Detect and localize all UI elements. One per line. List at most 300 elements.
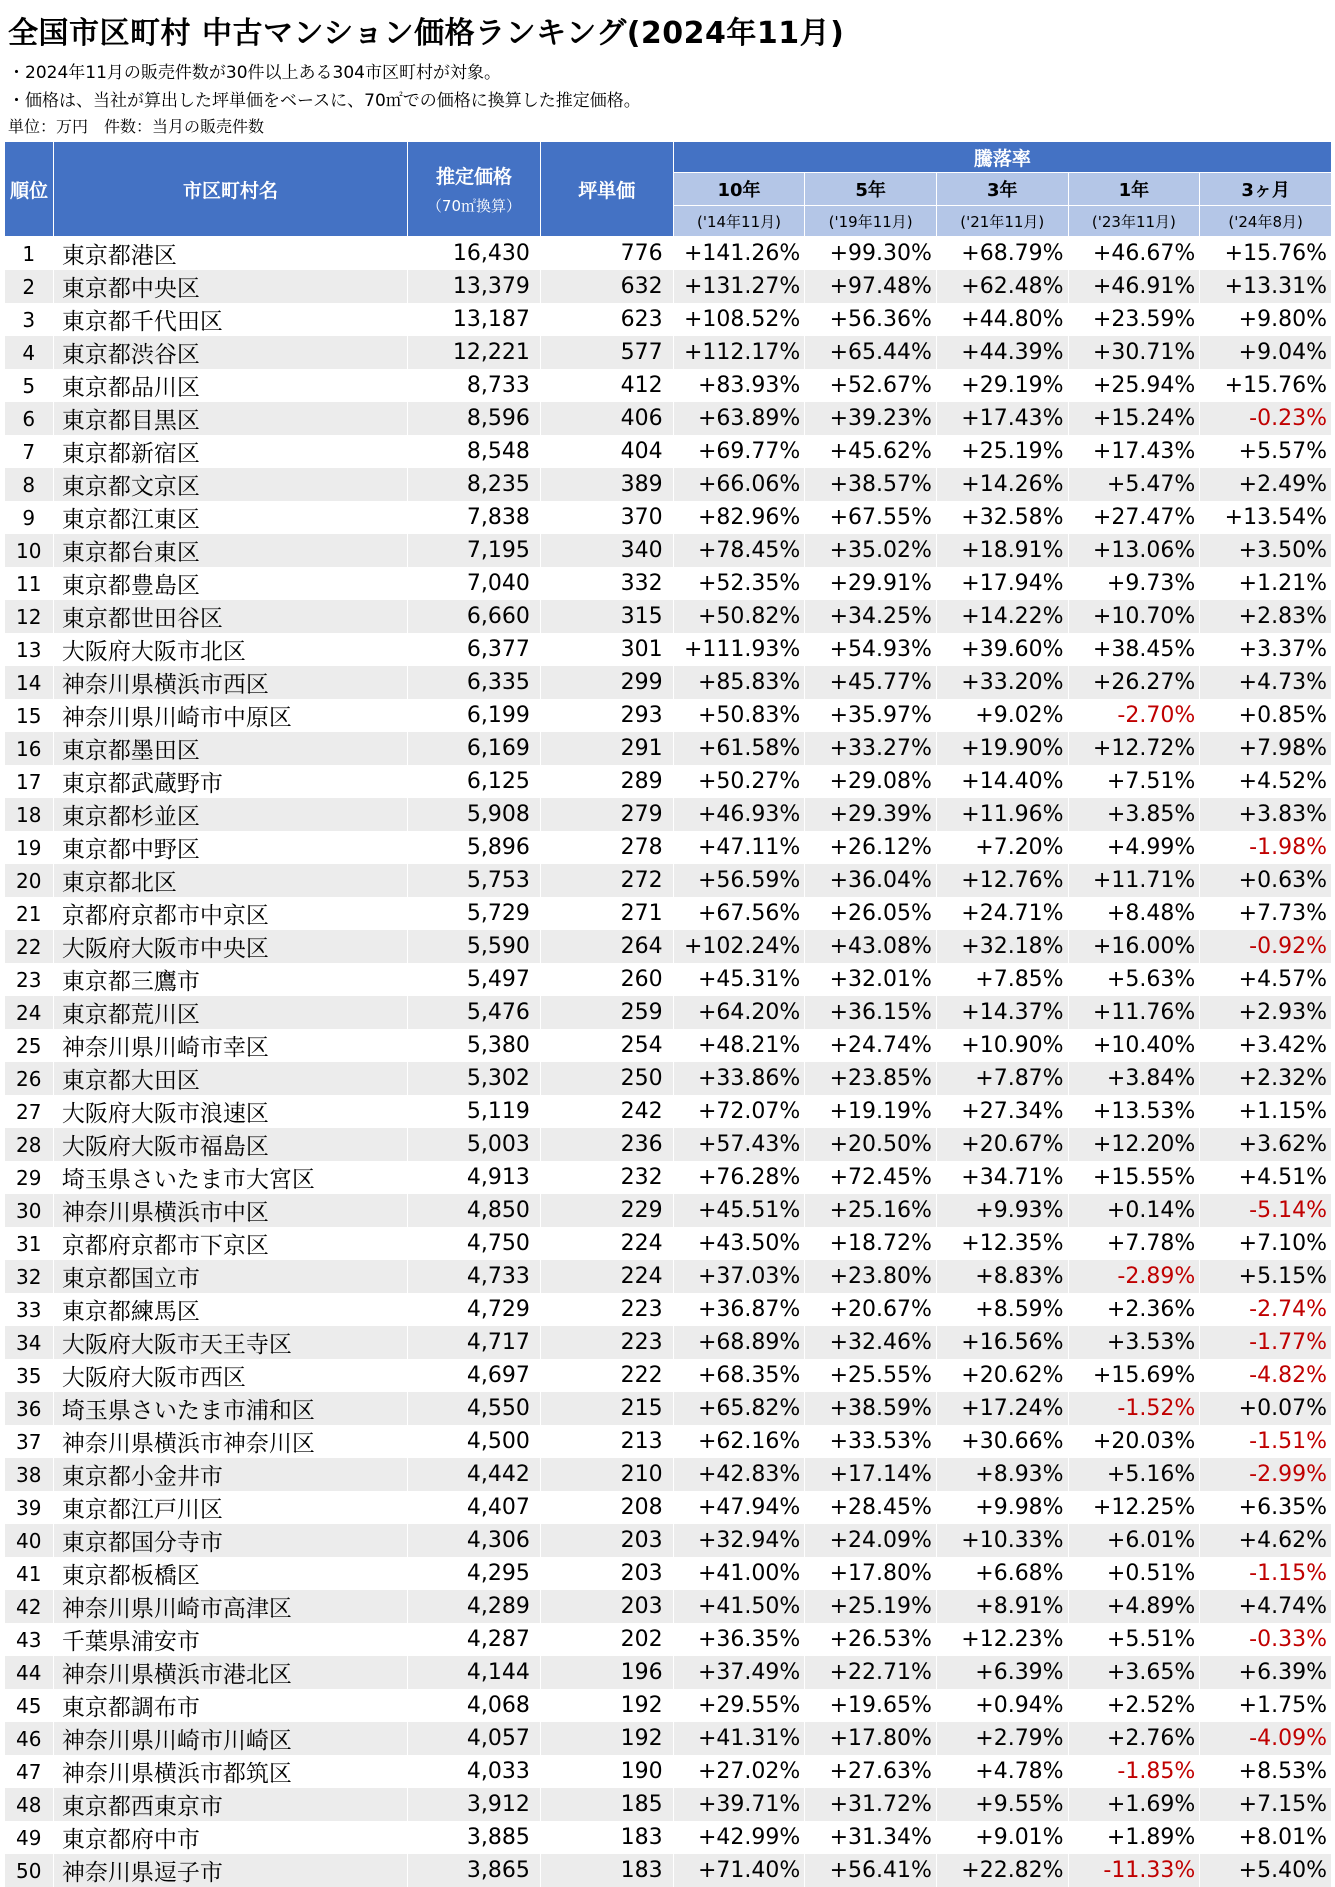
change-3m-cell: +4.73% — [1200, 666, 1332, 699]
tsubo-cell: 293 — [540, 699, 673, 732]
change-5y-cell: +28.45% — [805, 1491, 937, 1524]
change-3y-cell: +17.43% — [936, 402, 1068, 435]
change-3m-cell: +6.35% — [1200, 1491, 1332, 1524]
table-row — [5, 1590, 1332, 1623]
change-3m-cell: +9.04% — [1200, 336, 1332, 369]
change-10y-cell: +61.58% — [673, 732, 805, 765]
tsubo-cell: 272 — [540, 864, 673, 897]
rank-cell: 9 — [5, 501, 54, 534]
table-row — [5, 1458, 1332, 1491]
tsubo-cell: 299 — [540, 666, 673, 699]
table-row — [5, 963, 1332, 996]
name-cell: 神奈川県川崎市幸区 — [53, 1029, 407, 1062]
change-1y-cell: +26.27% — [1068, 666, 1200, 699]
change-3m-cell: +9.80% — [1200, 303, 1332, 336]
table-row — [5, 1788, 1332, 1821]
header-change-group: 騰落率 — [673, 142, 1331, 173]
change-3m-cell: +1.21% — [1200, 567, 1332, 600]
change-5y-cell: +29.39% — [805, 798, 937, 831]
rank-cell: 8 — [5, 468, 54, 501]
rank-cell: 14 — [5, 666, 54, 699]
name-cell: 神奈川県川崎市高津区 — [53, 1590, 407, 1623]
rank-cell: 41 — [5, 1557, 54, 1590]
rank-cell: 34 — [5, 1326, 54, 1359]
price-cell: 4,500 — [408, 1425, 541, 1458]
change-3y-cell: +32.18% — [936, 930, 1068, 963]
price-cell: 4,144 — [408, 1656, 541, 1689]
change-10y-cell: +29.55% — [673, 1689, 805, 1722]
price-cell: 4,750 — [408, 1227, 541, 1260]
table-row — [5, 600, 1332, 633]
change-10y-cell: +102.24% — [673, 930, 805, 963]
change-3m-cell: +2.49% — [1200, 468, 1332, 501]
change-10y-cell: +36.87% — [673, 1293, 805, 1326]
table-row — [5, 1128, 1332, 1161]
rank-cell: 36 — [5, 1392, 54, 1425]
header-price-label: 推定価格 — [436, 166, 512, 188]
table-row — [5, 633, 1332, 666]
change-1y-cell: +10.40% — [1068, 1029, 1200, 1062]
price-cell: 4,717 — [408, 1326, 541, 1359]
price-cell: 4,729 — [408, 1293, 541, 1326]
name-cell: 東京都江戸川区 — [53, 1491, 407, 1524]
change-3y-cell: +34.71% — [936, 1161, 1068, 1194]
change-10y-cell: +45.51% — [673, 1194, 805, 1227]
price-cell: 3,885 — [408, 1821, 541, 1854]
change-1y-cell: +17.43% — [1068, 435, 1200, 468]
price-cell: 4,287 — [408, 1623, 541, 1656]
change-3m-cell: +5.57% — [1200, 435, 1332, 468]
change-10y-cell: +46.93% — [673, 798, 805, 831]
change-5y-cell: +23.80% — [805, 1260, 937, 1293]
tsubo-cell: 623 — [540, 303, 673, 336]
name-cell: 大阪府大阪市浪速区 — [53, 1095, 407, 1128]
change-10y-cell: +65.82% — [673, 1392, 805, 1425]
change-5y-cell: +67.55% — [805, 501, 937, 534]
rank-cell: 30 — [5, 1194, 54, 1227]
rank-cell: 6 — [5, 402, 54, 435]
header-date-1y: ('23年11月) — [1068, 206, 1200, 237]
table-row — [5, 1161, 1332, 1194]
change-3y-cell: +14.22% — [936, 600, 1068, 633]
change-1y-cell: +5.51% — [1068, 1623, 1200, 1656]
table-row — [5, 369, 1332, 402]
tsubo-cell: 389 — [540, 468, 673, 501]
change-1y-cell: +9.73% — [1068, 567, 1200, 600]
change-3m-cell: +1.15% — [1200, 1095, 1332, 1128]
change-5y-cell: +52.67% — [805, 369, 937, 402]
table-row — [5, 666, 1332, 699]
price-cell: 5,753 — [408, 864, 541, 897]
header-price-sub: （70㎡換算） — [408, 195, 540, 216]
tsubo-cell: 196 — [540, 1656, 673, 1689]
change-1y-cell: +2.36% — [1068, 1293, 1200, 1326]
change-1y-cell: +15.69% — [1068, 1359, 1200, 1392]
name-cell: 大阪府大阪市北区 — [53, 633, 407, 666]
table-row — [5, 732, 1332, 765]
change-5y-cell: +35.02% — [805, 534, 937, 567]
name-cell: 東京都練馬区 — [53, 1293, 407, 1326]
tsubo-cell: 185 — [540, 1788, 673, 1821]
change-3y-cell: +27.34% — [936, 1095, 1068, 1128]
change-3m-cell: -1.51% — [1200, 1425, 1332, 1458]
change-10y-cell: +57.43% — [673, 1128, 805, 1161]
rank-cell: 40 — [5, 1524, 54, 1557]
change-3y-cell: +9.98% — [936, 1491, 1068, 1524]
change-5y-cell: +33.53% — [805, 1425, 937, 1458]
price-cell: 4,697 — [408, 1359, 541, 1392]
tsubo-cell: 242 — [540, 1095, 673, 1128]
change-3m-cell: +3.37% — [1200, 633, 1332, 666]
header-period-1y: 1年 — [1068, 173, 1200, 206]
change-5y-cell: +20.67% — [805, 1293, 937, 1326]
change-1y-cell: +6.01% — [1068, 1524, 1200, 1557]
change-3m-cell: -5.14% — [1200, 1194, 1332, 1227]
table-row — [5, 864, 1332, 897]
table-row — [5, 1326, 1332, 1359]
change-10y-cell: +69.77% — [673, 435, 805, 468]
change-1y-cell: +8.48% — [1068, 897, 1200, 930]
change-3m-cell: -0.33% — [1200, 1623, 1332, 1656]
change-3m-cell: +7.73% — [1200, 897, 1332, 930]
change-3y-cell: +8.59% — [936, 1293, 1068, 1326]
change-10y-cell: +33.86% — [673, 1062, 805, 1095]
change-3y-cell: +9.93% — [936, 1194, 1068, 1227]
tsubo-cell: 232 — [540, 1161, 673, 1194]
rank-cell: 21 — [5, 897, 54, 930]
tsubo-cell: 210 — [540, 1458, 673, 1491]
price-cell: 4,306 — [408, 1524, 541, 1557]
change-5y-cell: +18.72% — [805, 1227, 937, 1260]
change-3m-cell: +15.76% — [1200, 237, 1332, 271]
change-3y-cell: +62.48% — [936, 270, 1068, 303]
rank-cell: 5 — [5, 369, 54, 402]
tsubo-cell: 224 — [540, 1260, 673, 1293]
price-cell: 5,497 — [408, 963, 541, 996]
price-cell: 8,733 — [408, 369, 541, 402]
change-5y-cell: +25.16% — [805, 1194, 937, 1227]
change-1y-cell: +46.91% — [1068, 270, 1200, 303]
change-1y-cell: +3.65% — [1068, 1656, 1200, 1689]
rank-cell: 10 — [5, 534, 54, 567]
rank-cell: 33 — [5, 1293, 54, 1326]
change-10y-cell: +64.20% — [673, 996, 805, 1029]
change-10y-cell: +27.02% — [673, 1755, 805, 1788]
change-10y-cell: +78.45% — [673, 534, 805, 567]
change-1y-cell: +11.71% — [1068, 864, 1200, 897]
change-10y-cell: +42.99% — [673, 1821, 805, 1854]
rank-cell: 42 — [5, 1590, 54, 1623]
change-3y-cell: +8.91% — [936, 1590, 1068, 1623]
rank-cell: 20 — [5, 864, 54, 897]
tsubo-cell: 203 — [540, 1590, 673, 1623]
change-3m-cell: +8.53% — [1200, 1755, 1332, 1788]
table-row — [5, 336, 1332, 369]
table-row — [5, 798, 1332, 831]
tsubo-cell: 208 — [540, 1491, 673, 1524]
name-cell: 千葉県浦安市 — [53, 1623, 407, 1656]
change-3m-cell: +8.01% — [1200, 1821, 1332, 1854]
name-cell: 東京都中央区 — [53, 270, 407, 303]
change-5y-cell: +31.72% — [805, 1788, 937, 1821]
header-date-3y: ('21年11月) — [936, 206, 1068, 237]
name-cell: 東京都調布市 — [53, 1689, 407, 1722]
tsubo-cell: 183 — [540, 1821, 673, 1854]
change-3m-cell: +4.51% — [1200, 1161, 1332, 1194]
change-1y-cell: +3.85% — [1068, 798, 1200, 831]
name-cell: 東京都国立市 — [53, 1260, 407, 1293]
change-1y-cell: +5.16% — [1068, 1458, 1200, 1491]
change-3y-cell: +7.87% — [936, 1062, 1068, 1095]
tsubo-cell: 260 — [540, 963, 673, 996]
price-cell: 4,289 — [408, 1590, 541, 1623]
change-1y-cell: +1.89% — [1068, 1821, 1200, 1854]
change-3y-cell: +9.02% — [936, 699, 1068, 732]
change-5y-cell: +36.04% — [805, 864, 937, 897]
change-5y-cell: +25.55% — [805, 1359, 937, 1392]
table-row — [5, 831, 1332, 864]
change-5y-cell: +72.45% — [805, 1161, 937, 1194]
rank-cell: 48 — [5, 1788, 54, 1821]
tsubo-cell: 271 — [540, 897, 673, 930]
change-5y-cell: +24.09% — [805, 1524, 937, 1557]
note-price-method: ・価格は、当社が算出した坪単価をベースに、70㎡での価格に換算した推定価格。 — [8, 86, 641, 111]
rank-cell: 32 — [5, 1260, 54, 1293]
change-1y-cell: +2.52% — [1068, 1689, 1200, 1722]
change-1y-cell: +7.78% — [1068, 1227, 1200, 1260]
rank-cell: 7 — [5, 435, 54, 468]
change-1y-cell: -11.33% — [1068, 1854, 1200, 1887]
change-3y-cell: +24.71% — [936, 897, 1068, 930]
ranking-table-body — [5, 237, 1332, 1887]
change-10y-cell: +48.21% — [673, 1029, 805, 1062]
rank-cell: 18 — [5, 798, 54, 831]
change-10y-cell: +62.16% — [673, 1425, 805, 1458]
rank-cell: 1 — [5, 237, 54, 271]
price-cell: 5,003 — [408, 1128, 541, 1161]
change-10y-cell: +42.83% — [673, 1458, 805, 1491]
change-10y-cell: +68.89% — [673, 1326, 805, 1359]
change-3m-cell: +3.83% — [1200, 798, 1332, 831]
rank-cell: 37 — [5, 1425, 54, 1458]
change-5y-cell: +20.50% — [805, 1128, 937, 1161]
change-10y-cell: +85.83% — [673, 666, 805, 699]
change-3y-cell: +9.55% — [936, 1788, 1068, 1821]
table-row — [5, 1656, 1332, 1689]
tsubo-cell: 254 — [540, 1029, 673, 1062]
table-row — [5, 1227, 1332, 1260]
price-cell: 5,896 — [408, 831, 541, 864]
change-5y-cell: +38.57% — [805, 468, 937, 501]
change-10y-cell: +36.35% — [673, 1623, 805, 1656]
change-5y-cell: +32.46% — [805, 1326, 937, 1359]
tsubo-cell: 278 — [540, 831, 673, 864]
ranking-table — [4, 141, 1332, 1887]
header-price — [408, 142, 541, 237]
change-3y-cell: +8.93% — [936, 1458, 1068, 1491]
name-cell: 大阪府大阪市天王寺区 — [53, 1326, 407, 1359]
change-5y-cell: +24.74% — [805, 1029, 937, 1062]
change-10y-cell: +50.82% — [673, 600, 805, 633]
change-1y-cell: +30.71% — [1068, 336, 1200, 369]
tsubo-cell: 250 — [540, 1062, 673, 1095]
tsubo-cell: 404 — [540, 435, 673, 468]
header-name: 市区町村名 — [53, 142, 407, 237]
table-row — [5, 567, 1332, 600]
table-row — [5, 303, 1332, 336]
table-row — [5, 699, 1332, 732]
name-cell: 埼玉県さいたま市大宮区 — [53, 1161, 407, 1194]
name-cell: 東京都武蔵野市 — [53, 765, 407, 798]
change-3y-cell: +30.66% — [936, 1425, 1068, 1458]
change-1y-cell: +4.89% — [1068, 1590, 1200, 1623]
change-3y-cell: +6.39% — [936, 1656, 1068, 1689]
tsubo-cell: 202 — [540, 1623, 673, 1656]
change-1y-cell: +1.69% — [1068, 1788, 1200, 1821]
change-1y-cell: +38.45% — [1068, 633, 1200, 666]
change-10y-cell: +50.83% — [673, 699, 805, 732]
change-3m-cell: -2.99% — [1200, 1458, 1332, 1491]
change-3m-cell: +13.31% — [1200, 270, 1332, 303]
change-3y-cell: +17.24% — [936, 1392, 1068, 1425]
rank-cell: 12 — [5, 600, 54, 633]
name-cell: 東京都新宿区 — [53, 435, 407, 468]
change-3m-cell: -4.09% — [1200, 1722, 1332, 1755]
change-3m-cell: +2.83% — [1200, 600, 1332, 633]
change-3y-cell: +12.35% — [936, 1227, 1068, 1260]
change-5y-cell: +17.80% — [805, 1557, 937, 1590]
change-3y-cell: +8.83% — [936, 1260, 1068, 1293]
header-tsubo: 坪単価 — [540, 142, 673, 237]
change-3y-cell: +4.78% — [936, 1755, 1068, 1788]
price-cell: 16,430 — [408, 237, 541, 271]
name-cell: 東京都大田区 — [53, 1062, 407, 1095]
change-3m-cell: +2.32% — [1200, 1062, 1332, 1095]
change-1y-cell: +15.24% — [1068, 402, 1200, 435]
name-cell: 東京都千代田区 — [53, 303, 407, 336]
change-3m-cell: +4.52% — [1200, 765, 1332, 798]
rank-cell: 39 — [5, 1491, 54, 1524]
tsubo-cell: 291 — [540, 732, 673, 765]
table-row — [5, 1524, 1332, 1557]
change-3m-cell: +0.07% — [1200, 1392, 1332, 1425]
price-cell: 4,442 — [408, 1458, 541, 1491]
change-5y-cell: +45.77% — [805, 666, 937, 699]
change-5y-cell: +23.85% — [805, 1062, 937, 1095]
change-10y-cell: +39.71% — [673, 1788, 805, 1821]
change-3m-cell: -2.74% — [1200, 1293, 1332, 1326]
change-5y-cell: +33.27% — [805, 732, 937, 765]
change-3m-cell: +7.15% — [1200, 1788, 1332, 1821]
change-5y-cell: +17.14% — [805, 1458, 937, 1491]
change-10y-cell: +76.28% — [673, 1161, 805, 1194]
rank-cell: 29 — [5, 1161, 54, 1194]
tsubo-cell: 215 — [540, 1392, 673, 1425]
table-row — [5, 1392, 1332, 1425]
change-3y-cell: +17.94% — [936, 567, 1068, 600]
tsubo-cell: 289 — [540, 765, 673, 798]
change-1y-cell: +12.20% — [1068, 1128, 1200, 1161]
change-3y-cell: +22.82% — [936, 1854, 1068, 1887]
name-cell: 東京都豊島区 — [53, 567, 407, 600]
change-3m-cell: -1.98% — [1200, 831, 1332, 864]
rank-cell: 43 — [5, 1623, 54, 1656]
name-cell: 東京都荒川区 — [53, 996, 407, 1029]
change-3m-cell: +13.54% — [1200, 501, 1332, 534]
table-row — [5, 897, 1332, 930]
change-3m-cell: +0.63% — [1200, 864, 1332, 897]
change-3y-cell: +10.90% — [936, 1029, 1068, 1062]
change-3m-cell: -4.82% — [1200, 1359, 1332, 1392]
change-3y-cell: +10.33% — [936, 1524, 1068, 1557]
change-3m-cell: +6.39% — [1200, 1656, 1332, 1689]
table-row — [5, 468, 1332, 501]
table-row — [5, 1359, 1332, 1392]
name-cell: 東京都台東区 — [53, 534, 407, 567]
price-cell: 5,908 — [408, 798, 541, 831]
rank-cell: 16 — [5, 732, 54, 765]
change-1y-cell: -1.52% — [1068, 1392, 1200, 1425]
table-row — [5, 765, 1332, 798]
name-cell: 神奈川県川崎市川崎区 — [53, 1722, 407, 1755]
rank-cell: 19 — [5, 831, 54, 864]
price-cell: 8,235 — [408, 468, 541, 501]
name-cell: 神奈川県横浜市中区 — [53, 1194, 407, 1227]
change-5y-cell: +56.41% — [805, 1854, 937, 1887]
rank-cell: 2 — [5, 270, 54, 303]
table-row — [5, 1062, 1332, 1095]
rank-cell: 50 — [5, 1854, 54, 1887]
change-5y-cell: +39.23% — [805, 402, 937, 435]
change-10y-cell: +56.59% — [673, 864, 805, 897]
change-3m-cell: +0.85% — [1200, 699, 1332, 732]
tsubo-cell: 301 — [540, 633, 673, 666]
price-cell: 5,729 — [408, 897, 541, 930]
tsubo-cell: 259 — [540, 996, 673, 1029]
change-5y-cell: +65.44% — [805, 336, 937, 369]
change-5y-cell: +17.80% — [805, 1722, 937, 1755]
table-row — [5, 237, 1332, 271]
change-5y-cell: +97.48% — [805, 270, 937, 303]
price-cell: 12,221 — [408, 336, 541, 369]
name-cell: 神奈川県横浜市西区 — [53, 666, 407, 699]
change-3m-cell: -1.15% — [1200, 1557, 1332, 1590]
tsubo-cell: 279 — [540, 798, 673, 831]
tsubo-cell: 776 — [540, 237, 673, 271]
price-cell: 4,057 — [408, 1722, 541, 1755]
table-row — [5, 1293, 1332, 1326]
rank-cell: 46 — [5, 1722, 54, 1755]
price-cell: 4,033 — [408, 1755, 541, 1788]
table-row — [5, 1689, 1332, 1722]
price-cell: 4,850 — [408, 1194, 541, 1227]
header-period-5y: 5年 — [805, 173, 937, 206]
rank-cell: 35 — [5, 1359, 54, 1392]
rank-cell: 38 — [5, 1458, 54, 1491]
name-cell: 東京都小金井市 — [53, 1458, 407, 1491]
header-rank: 順位 — [5, 142, 54, 237]
change-5y-cell: +26.12% — [805, 831, 937, 864]
change-1y-cell: +12.72% — [1068, 732, 1200, 765]
change-5y-cell: +32.01% — [805, 963, 937, 996]
name-cell: 神奈川県逗子市 — [53, 1854, 407, 1887]
table-row — [5, 1260, 1332, 1293]
change-10y-cell: +50.27% — [673, 765, 805, 798]
table-row — [5, 1557, 1332, 1590]
change-1y-cell: +25.94% — [1068, 369, 1200, 402]
change-3y-cell: +20.67% — [936, 1128, 1068, 1161]
change-3y-cell: +29.19% — [936, 369, 1068, 402]
